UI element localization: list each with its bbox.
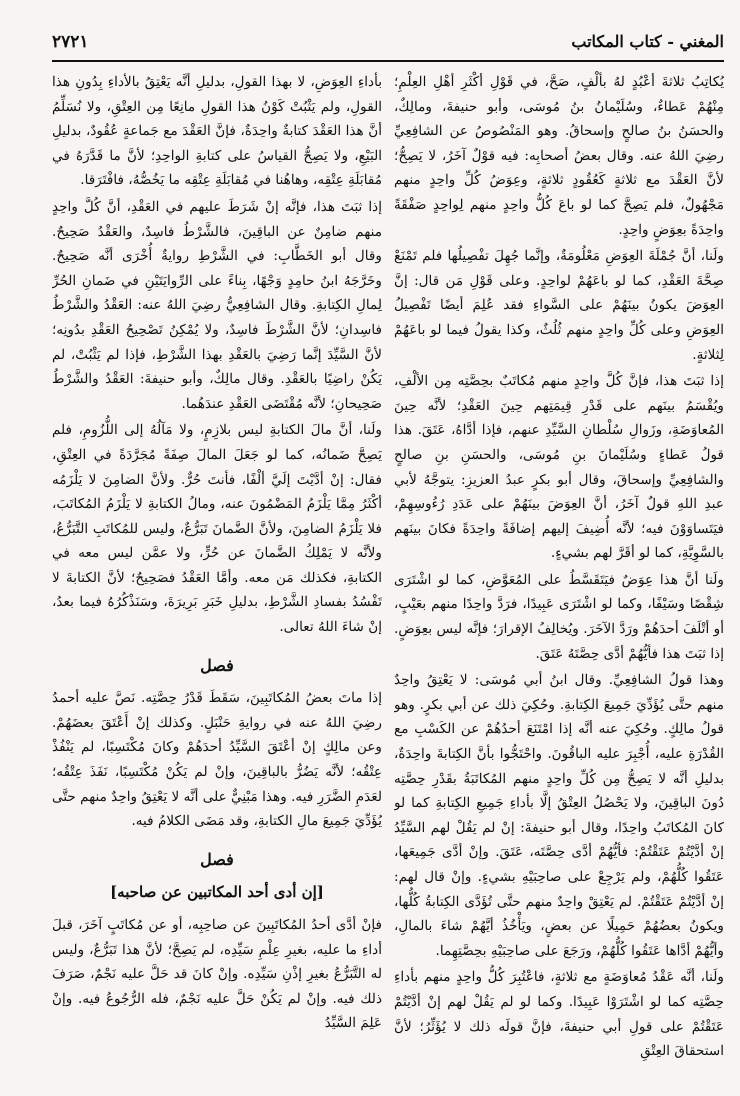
page-number: ٢٧٢١ [52, 32, 89, 52]
paragraph: إذا ثبَتَ هذا، فإنَّه إنْ شَرَطَ عليهم في العَقْدِ، أنَّ كُلَّ واحِدٍ منهم ضامِنٌ عن الباقِينَ، فالشَّرْطُ فاسِدٌ، والعَقْدُ صَحِيحٌ. وقال أبو الخَطَّابِ: في الشَّرْطِ روايةٌ أُخْرَى أنَّه صَحِيحٌ. وخَرَّجَهُ ابنُ حامِدٍ وَجْهًا، بِناءً على الرِّوايَتَيْنِ في ضَمانِ الحُرِّ لِمالِ الكِتابةِ. وقال الشافِعِيُّ رضِيَ اللهُ عنه: العَقْدُ والشَّرْطُ فاسِدانِ؛ لأنَّ الشَّرْطَ فاسِدٌ، ولا يُمْكِنُ تَصْحِيحُ العَقْدِ بدُونِه؛ لأنَّ السَّيِّدَ إنَّما رَضِيَ بالعَقْدِ بهذا الشَّرْطِ، فإذا لم يَثْبُتْ، لم يَكُنْ راضِيًا بالعَقْدِ. وقال مالِكٌ، وأبو حنيفةَ: العَقْدُ والشَّرْطُ صَحِيحانِ؛ لأنَّه مُقْتَضَى العَقْدِ عندَهُما. [52, 198, 382, 412]
section-heading: فصل [200, 655, 234, 675]
left-column [52, 70, 382, 1080]
page-header [52, 30, 724, 62]
section-subheading: [إن أدى أحد المكاتبين عن صاحبه] [110, 883, 324, 902]
paragraph: فإنْ أدَّى أحدُ المُكاتَبِينَ عن صاحِبِه، أو عن مُكاتَبٍ آخَرَ، قبلَ أداءِ ما عليه، بغيرِ عِلْمِ سَيِّدِه، لم يَصِحَّ؛ لأنَّ هذا تَبَرُّعٌ، وليس له التَّبَرُّعُ بغيرِ إذْنِ سَيِّدِه. وإنْ كانَ قد حَلَّ عليه نَجْمٌ، صَرَفَ ذلك فيه. وإنْ لم يَكُنْ حَلَّ عليه نَجْمٌ، فله الرُّجُوعُ فيه. وإنْ عَلِمَ السَّيِّدُ [52, 917, 382, 1032]
paragraph: ولَنا، أنَّ جُمْلَةَ العِوَضِ مَعْلُومَةٌ، وإنَّما جُهِلَ تفْصِيلُها فلم تَمْنَعْ صِحَّةَ العَقْدِ، كما لو باعَهُمْ لواحِدٍ. وعلى قَوْلِ مَن قال: إنَّ العِوَضَ يكونُ بينَهُمْ على السَّواءِ فقد عُلِمَ أيضًا تَفْصِيلُ العِوَضِ وعلى كُلِّ واحِدٍ منهم ثُلُثٌ، وكذا يقولُ فيما لو باعَهُمْ لِثلاثةٍ. [394, 248, 724, 363]
running-title: المغني - كتاب المكاتب [571, 32, 724, 51]
paragraph: ولَنا، أنَّه عَقْدُ مُعاوَضَةٍ مع ثلاثةٍ، فاعْتُبِرَ كُلُّ واحِدٍ منهم بأداءِ حِصَّتِه كما لو اشْتَرَوْا عَبِيدًا. وكما لو لم يَقُلْ لهم إنْ أدَّيْتُمْ عَتَقْتُمْ على قولِ أبي حنيفةَ، فإنَّ قولَه ذلك لا يُؤَثِّرُ؛ لأنَّ استحقاقَ العِتْقِ [394, 969, 724, 1060]
section-heading: فصل [200, 849, 234, 869]
paragraph: ولَنا، أنَّ مالَ الكتابةِ ليس بلازِمٍ، ولا مَآلُهُ إلى اللُّزُومِ، فلم يَصِحَّ ضَمانُه، كما لو جَعَلَ المالَ صِفَةً مُجَرَّدَةً في العِتْقِ، فقال: إنْ أدَّيْتَ إلَيَّ ألْفًا، فأنتَ حُرٌّ. ولأنَّ الضامِنَ لا يَلْزَمُه أكْثَرُ مِمَّا يَلْزَمُ المَضْمُونَ عنه، ومالُ الكتابةِ لا يَلْزَمُ المُكاتَبَ، فلا يَلْزَمُ الضامِنَ، ولأنَّ الضَّمانَ تَبَرُّعٌ، وليس للمُكاتَبِ التَّبَرُّعُ، ولأنَّه لا يَمْلِكُ الضَّمانَ عن حُرٍّ، ولا عمَّن ليس معه في الكتابةِ، فكذلك مَن معه. وأمَّا العَقْدُ فصَحِيحٌ؛ لأنَّ الكتابةَ لا تَفْسُدُ بفسادِ الشَّرْطِ، بدليلِ خَبَرِ بَرِيرَةَ، وسَنَذْكُرُهُ فيما بعدُ، إنْ شاءَ اللهُ تعالى. [52, 422, 382, 636]
paragraph: وهذا قولُ الشافِعِيِّ. وقال ابنُ أبي مُوسَى: لا يَعْتِقُ واحِدٌ منهم حتَّى يُؤَدِّيَ جَمِيعَ الكِتابةِ. وحُكِيَ ذلك عن أبي بكرٍ. وهو قولُ مالِكٍ. وحُكِيَ عنه أنَّه إذا امْتَنَعَ أحدُهُمْ عن الكَسْبِ مع القُدْرَةِ عليه، أُجْبِرَ عليه الباقُونَ. واحْتَجُّوا بأنَّ الكِتابةَ واحِدَةٌ، بدليلِ أنَّه لا يَصِحُّ مِن كُلِّ واحِدٍ منهم المُكاتَبَةُ بقَدْرِ حِصَّتِه دُونَ الباقِينَ، ولا يَحْصُلُ العِتْقُ إلَّا بأداءِ جَمِيعِ الكِتابةِ كما لو كانَ المُكاتَبُ واحِدًا، وقال أبو حنيفةَ: إنْ لم يَقُلْ لهم السَّيِّدُ إنْ أدَّيْتُمْ عَتَقْتُمْ: فأيُّهُمْ أدَّى حِصَّتَه، عَتَقَ. وإنْ أدَّى جَمِيعَها، عَتَقُوا كُلُّهُمْ، ولم يَرْجِعْ على صاحِبَيْهِ بشيءٍ. وإنْ قال لهم: إنْ أدَّيْتُمْ عَتَقْتُمْ. لم يَعْتِقْ واحِدٌ منهم حتَّى تُؤَدَّى الكِتابةُ كُلُّها، ويكونُ بعضُهُمْ حَمِيلًا عن بعضٍ، ويَأْخُذُ أيَّهُمْ شاءَ بالمالِ، وأيُّهُمْ أدَّاها عَتَقُوا كُلُّهُمْ، ورَجَعَ على صاحِبَيْهِ بحِصَّتِهِما. [394, 672, 724, 959]
paragraph: ولَنا أنَّ هذا عِوَضٌ فيَتَقَسَّطُ على المُعَوَّضِ، كما لو اشْتَرَى شِقْصًا وسَيْفًا، وكما لو اشْتَرَى عَبِيدًا، فرَدَّ واحِدًا منهم بعَيْبٍ، أو أتْلَفَ أحدَهُمْ ورَدَّ الآخَرَ. ويُخالِفُ الإقرارَ؛ فإنَّه ليس بعِوَضٍ. إذا ثبَتَ هذا فأيُّهُمْ أدَّى حِصَّتَهُ عَتَقَ. [394, 571, 724, 662]
paragraph: إذا ماتَ بعضُ المُكاتَبِينَ، سَقَطَ قَدْرُ حِصَّتِه. نَصَّ عليه أحمدُ رضِيَ اللهُ عنه في روايةِ حَنْبَلٍ. وكذلك إنْ أَعْتَقَ بعضَهُمْ. وعن مالِكٍ إنْ أعْتَقَ السَّيِّدُ أحدَهُمْ وكانَ مُكْتَسِبًا، لم يَنْفُذْ عِتْقُه؛ لأنَّه يَضُرُّ بالباقِينَ، وإنْ لم يَكُنْ مُكْتَسِبًا، نَفَذَ عِتْقُه؛ لعَدَمِ الضَّرَرِ فيه. وهذا مَبْنِيٌّ على أنَّه لا يَعْتِقُ واحِدٌ منهم حتَّى يُؤَدِّيَ جَمِيعَ مالِ الكتابةِ، وقد مَضَى الكلامُ فيه. [52, 690, 382, 830]
right-column [394, 70, 724, 1080]
paragraph: يُكاتِبُ ثلاثةَ أعْبُدٍ لهُ بألْفٍ، صَحَّ، في قَوْلِ أكْثَرِ أهْلِ العِلْمِ؛ مِنْهُمْ عَطاءٌ، وسُلَيْمانُ بنُ مُوسَى، وأبو حنيفةَ، ومالِكٌ، والحسَنُ بنُ صالحٍ وإسحاقُ. وهو المَنْصُوصُ عن الشافِعِيِّ رضِيَ اللهُ عنه. وقال بعضُ أصحابِه: فيه قوْلٌ آخَرُ، لا يَصِحُّ؛ لأنَّ العَقْدَ مع ثلاثةٍ كَعُقُودٍ ثلاثةٍ، وعِوَضُ كُلِّ واحِدٍ منهم مَجْهُولٌ، فلم يَصِحَّ كما لو باعَ كُلُّ واحِدٍ منهم لِواحِدٍ صَفْقَةً واحِدَةً بعِوَضٍ واحِدٍ. [394, 74, 724, 238]
paragraph: إذا ثبَتَ هذا، فإنَّ كُلَّ واحِدٍ منهم مُكاتَبٌ بحِصَّتِه مِن الألْفِ، ويُقْسَمُ بينَهم على قَدْرِ قِيمَتِهم حِينَ العَقْدِ؛ لأنَّه حِينَ المُعاوَضَةِ، وزَوالِ سُلْطانِ السَّيِّدِ عنهم، فإذا أدَّاهُ، عَتَقَ. هذا قولُ عَطاءٍ وسُلَيْمانَ بنِ مُوسَى، والحسَنِ بنِ صالحٍ والشافِعِيِّ وإسحاقَ، وقال أبو بكرٍ عبدُ العزيزِ: يتوجَّهُ لأبي عبدِ اللهِ قولٌ آخَرُ، أنَّ العِوَضَ بينَهُمْ على عَدَدِ رُءُوسِهِمْ، فيَتَساوَوْنَ فيه؛ لأنَّه أُضِيفَ إليهم إضافَةً واحِدَةً فكانَ بينَهم بالسَّوِيَّةِ، كما لو أقَرَّ لهم بشيءٍ. [394, 373, 724, 562]
paragraph: بأداءِ العِوَضِ، لا بهذا القولِ، بدليلِ أنَّه يَعْتِقُ بالأداءِ بِدُونِ هذا القولِ، ولم يَثْبُتْ كَوْنُ هذا القولِ مانِعًا مِن العِتْقِ، ولا نُسَلِّمُ أنَّ هذا العَقْدَ كتابةٌ واحِدَةٌ، فإنَّ العَقْدَ مع جَماعةٍ عُقُودٌ، بدليلِ البَيْعِ، ولا يَصِحُّ القياسُ على كتابةِ الواحِدِ؛ لأنَّ ما قَدَّرَهُ في مُقابَلَةِ عِتْقِه، وهاهُنا في مُقابَلَةِ عِتْقِه ما يَخُصُّهُ، فافْتَرَقا. [52, 74, 382, 189]
